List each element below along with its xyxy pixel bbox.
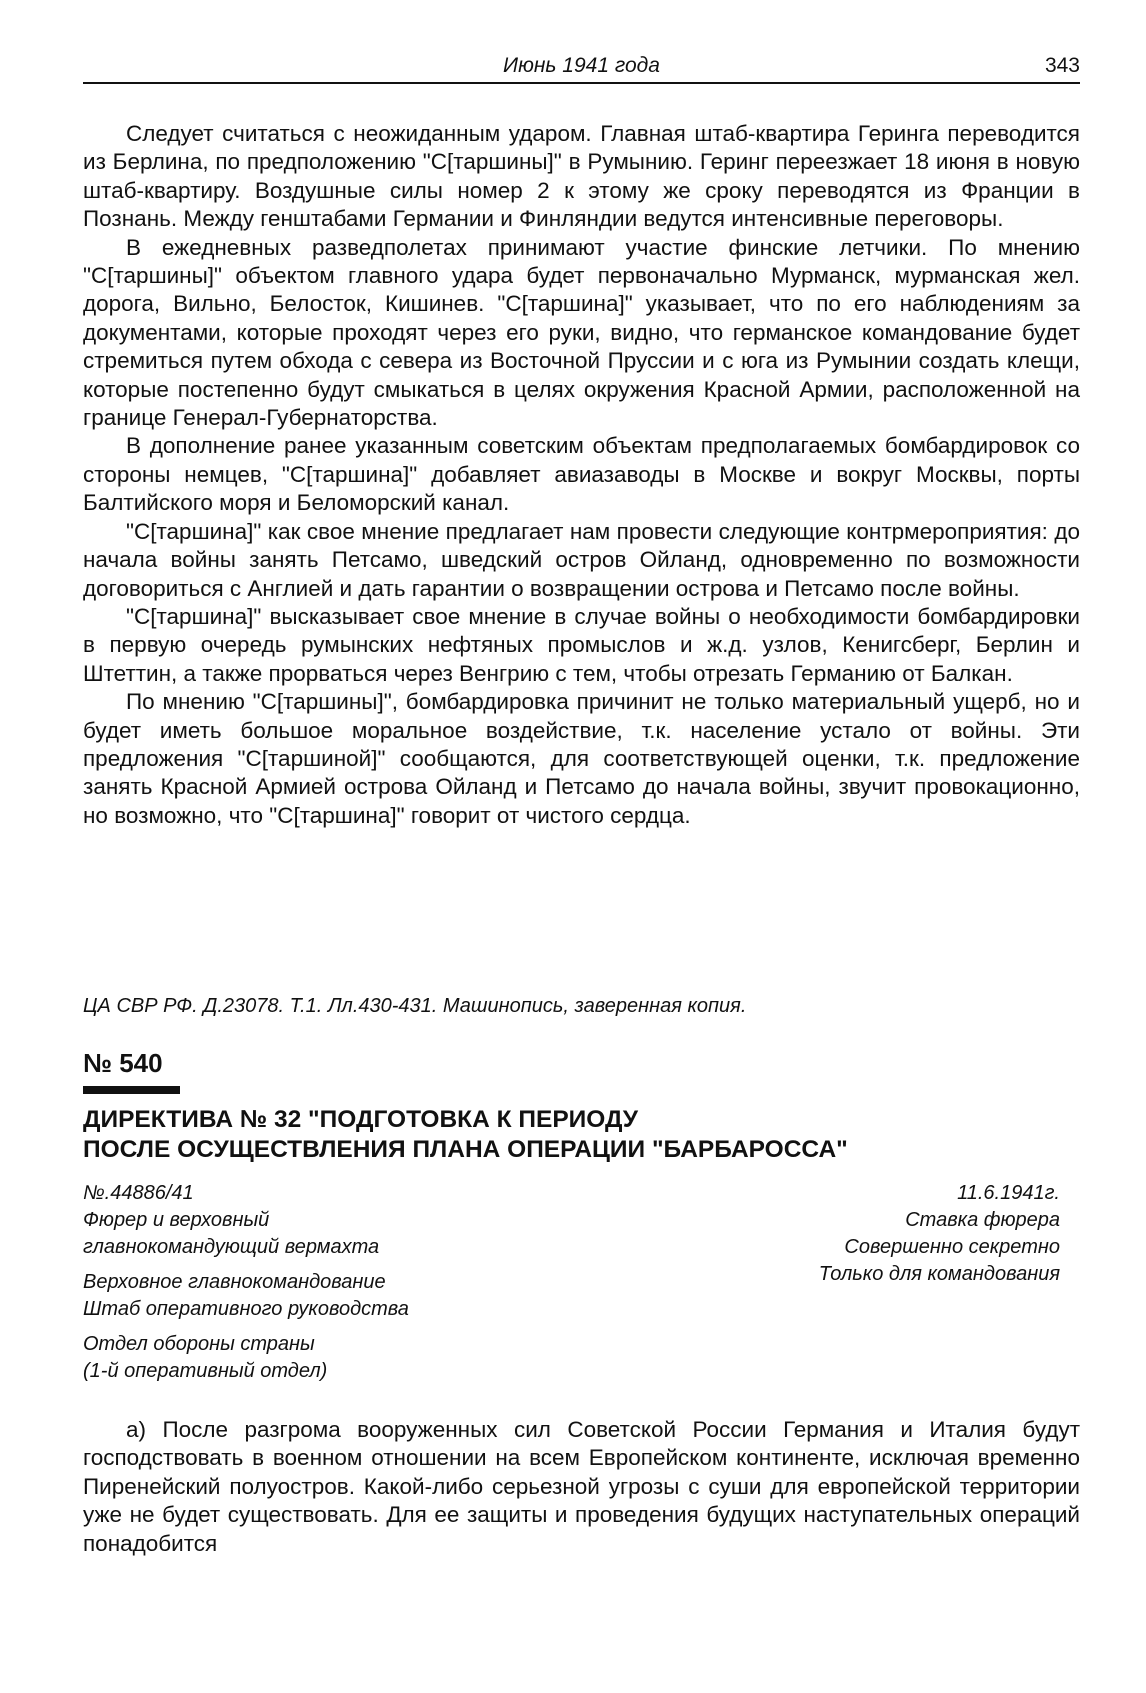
paragraph: а) После разгрома вооруженных сил Советской России Германия и Италия будут господствовать в военном отношении на всем Европейском континенте, исключая временно Пиренейский полуостров. Какой-либо серьезной угрозы с суши для европейской территории уже не будет существовать. Для ее защиты и проведения будущих наступательных операций понадобится	[83, 1417, 1080, 1556]
paragraph: Следует считаться с неожиданным ударом. Главная штаб-квартира Геринга переводится из Берлина, по предположению "С[таршины]" в Румынию. Геринг переезжает 18 июня в новую штаб-квартиру. Воздушные силы номер 2 к этому же сроку переводятся из Франции в Познань. Между генштабами Германии и Финляндии ведутся интенсивные переговоры.	[83, 121, 1080, 232]
meta-line: Фюрер и верховный	[83, 1209, 270, 1231]
document-meta-right	[640, 1180, 1060, 1288]
paragraph: По мнению "С[таршины]", бомбардировка причинит не только материальный ущерб, но и будет иметь большое моральное воздействие, т.к. население устало от войны. Эти предложения "С[таршиной]" сообщаются, для соответствующей оценки, т.к. предложение занять Красной Армией острова Ойланд и Петсамо до начала войны, звучит провокационно, но возможно, что "С[таршина]" говорит от чистого сердца.	[83, 689, 1080, 828]
meta-line: Ставка фюрера	[905, 1209, 1060, 1231]
meta-line: (1-й оперативный отдел)	[83, 1360, 328, 1382]
body-text	[83, 120, 1080, 830]
source-note: ЦА СВР РФ. Д.23078. Т.1. Лл.430-431. Машинопись, заверенная копия.	[83, 995, 747, 1017]
document-title-line: ПОСЛЕ ОСУЩЕСТВЛЕНИЯ ПЛАНА ОПЕРАЦИИ "БАРБАРОССА"	[83, 1136, 848, 1163]
meta-line: Только для командования	[818, 1263, 1060, 1285]
meta-line: Отдел обороны страны	[83, 1333, 315, 1355]
meta-line: главнокомандующий вермахта	[83, 1236, 380, 1258]
meta-line: Совершенно секретно	[844, 1236, 1060, 1258]
document-title-line: ДИРЕКТИВА № 32 "ПОДГОТОВКА К ПЕРИОДУ	[83, 1106, 639, 1133]
page-number: 343	[1044, 54, 1080, 77]
paragraph: "С[таршина]" высказывает свое мнение в случае войны о необходимости бомбардировки в первую очередь румынских нефтяных промыслов и ж.д. узлов, Кенигсберг, Берлин и Штеттин, а также прорваться через Венгрию с тем, чтобы отрезать Германию от Балкан.	[83, 603, 1080, 686]
document-number: № 540	[83, 1048, 163, 1078]
running-header-title: Июнь 1941 года	[503, 54, 660, 77]
document-title	[83, 1105, 1080, 1165]
meta-spacer	[83, 1261, 603, 1269]
meta-date: 11.6.1941г.	[957, 1182, 1060, 1204]
paragraph: В ежедневных разведполетах принимают участие финские летчики. По мнению "С[таршины]" объектом главного удара будет первоначально Мурманск, мурманская жел. дорога, Вильно, Белосток, Кишинев. "С[таршина]" указывает, что по его наблюдениям за документами, которые проходят через его руки, видно, что германское командование будет стремиться путем обхода с севера из Восточной Пруссии и с юга из Румынии создать клещи, которые постепенно будут смыкаться в целях окружения Красной Армии, расположенной на границе Генерал-Губернаторства.	[83, 234, 1080, 431]
running-header	[83, 52, 1080, 84]
document-meta-left	[83, 1180, 603, 1385]
meta-line: №.44886/41	[83, 1182, 194, 1204]
paragraph: В дополнение ранее указанным советским объектам предполагаемых бомбардировок со стороны немцев, "С[таршина]" добавляет авиазаводы в Москве и вокруг Москвы, порты Балтийского моря и Беломорский канал.	[83, 433, 1080, 516]
meta-line: Штаб оперативного руководства	[83, 1298, 409, 1320]
document-number-underline	[83, 1086, 180, 1094]
meta-line: Верховное главнокомандование	[83, 1271, 386, 1293]
meta-spacer	[83, 1323, 603, 1331]
paragraph: "С[таршина]" как свое мнение предлагает нам провести следующие контрмероприятия: до начала войны занять Петсамо, шведский остров Ойланд, одновременно по возможности договориться с Англией и дать гарантии о возвращении острова и Петсамо после войны.	[83, 518, 1080, 601]
directive-text	[83, 1416, 1080, 1558]
